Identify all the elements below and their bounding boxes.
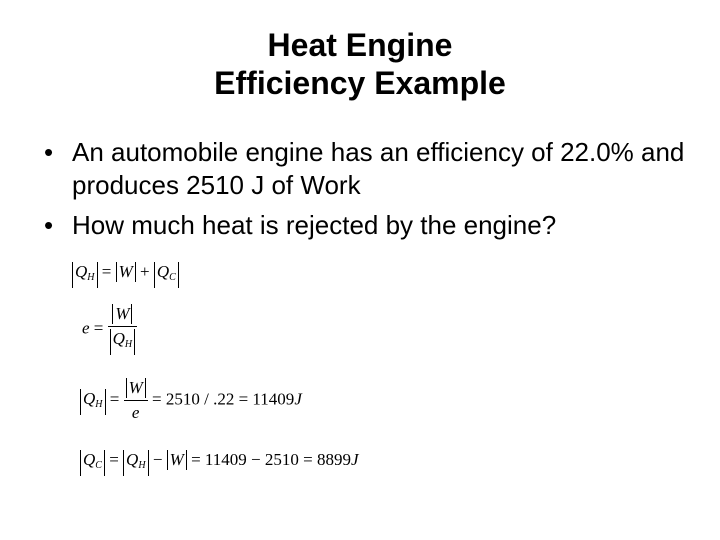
fraction-numerator: W [124, 378, 148, 401]
title-line-1: Heat Engine [267, 27, 453, 63]
unit: J [350, 450, 359, 469]
efficiency-symbol: e [82, 318, 90, 338]
bullet-text: How much heat is rejected by the engine? [72, 210, 557, 240]
abs-qh: $Q_H$ [80, 389, 106, 415]
computation: = 2510 / .22 = 11409 [152, 389, 295, 409]
abs-qc: $Q_C$ [80, 450, 105, 476]
abs-qh: $Q_H$ [72, 262, 98, 288]
bullet-item [44, 209, 704, 242]
equals-sign: = [93, 318, 104, 338]
equation-heat-rejected [80, 450, 359, 476]
slide-title [0, 26, 720, 102]
equation-efficiency [82, 304, 137, 355]
abs-qc: $Q_C$ [154, 262, 179, 288]
equation-heat-input [80, 378, 302, 423]
bullet-list [44, 136, 704, 249]
fraction-numerator: W [108, 304, 138, 327]
fraction-denominator: $Q_H$ [108, 327, 138, 355]
abs-w: W [116, 262, 136, 282]
unit: J [294, 389, 302, 409]
minus-sign: − [152, 450, 163, 469]
fraction [124, 378, 148, 423]
plus-sign: + [140, 262, 150, 281]
title-line-2: Efficiency Example [214, 65, 506, 101]
equals-sign: = [109, 389, 120, 409]
fraction-denominator: e [131, 403, 140, 422]
bullet-dot: • [44, 137, 54, 167]
abs-w: W [167, 450, 187, 470]
computation: = 11409 − 2510 = 8899 [191, 450, 351, 469]
abs-qh: $Q_H$ [123, 450, 149, 476]
bullet-dot: • [44, 210, 54, 240]
equals-sign: = [109, 450, 119, 469]
equals-sign: = [101, 262, 112, 281]
bullet-item [44, 136, 704, 202]
bullet-text: An automobile engine has an efficiency of 22.0% and produces 2510 J of Work [72, 137, 685, 200]
fraction [108, 304, 138, 355]
equation-heat-balance [72, 262, 179, 288]
